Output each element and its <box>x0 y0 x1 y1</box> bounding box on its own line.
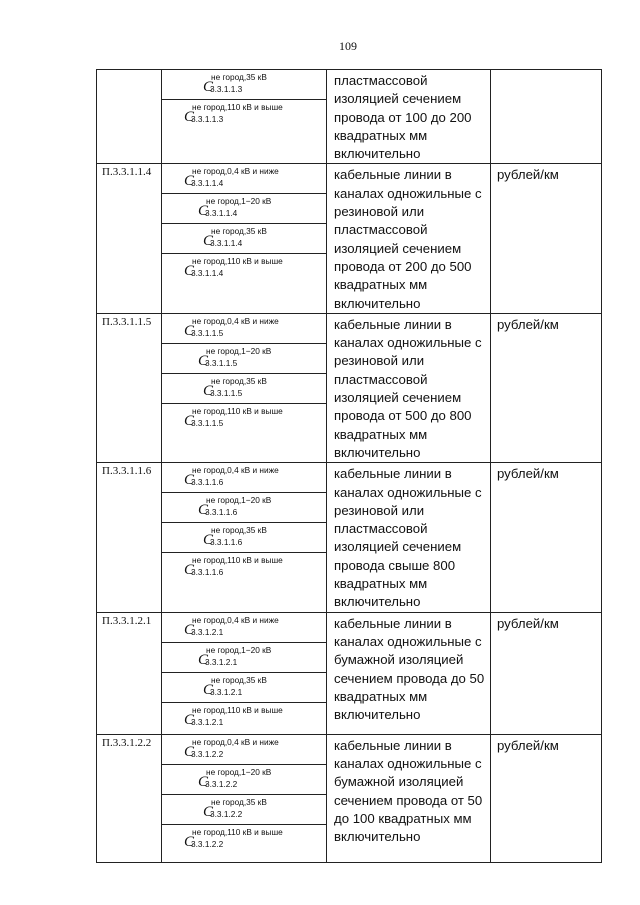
item-code: П.3.3.1.2.1 <box>102 614 152 627</box>
formula-subcell <box>162 703 326 733</box>
formula-subcell <box>162 404 326 434</box>
description-line: кабельные линии в <box>334 466 452 482</box>
description-line: кабельные линии в <box>334 737 452 753</box>
description-line: каналах одножильные с <box>334 185 482 201</box>
formula-superscript: не город,110 кВ и выше <box>192 256 283 267</box>
formula-superscript: не город,35 кВ <box>211 226 267 237</box>
description-line: кабельные линии в <box>334 167 452 183</box>
rate-symbol: C <box>198 203 209 220</box>
unit-label: рублей/км <box>497 615 559 631</box>
description-line: резиновой или <box>334 502 425 518</box>
item-code: П.3.3.1.2.2 <box>102 736 152 749</box>
unit-cell <box>491 612 602 734</box>
formula-cell <box>162 463 327 612</box>
rate-symbol: C <box>184 743 195 760</box>
formula-cell <box>162 164 327 313</box>
item-code-cell <box>97 612 162 734</box>
rate-formula <box>184 102 283 125</box>
formula-cell <box>162 734 327 862</box>
formula-subscript: 3.3.1.2.2 <box>191 838 224 849</box>
formula-subscript: 3.3.1.1.6 <box>191 567 224 578</box>
description-line: каналах одножильные с <box>334 633 482 649</box>
item-code: П.3.3.1.1.4 <box>102 166 152 179</box>
table-row <box>97 612 602 734</box>
description-line: включительно <box>334 829 421 845</box>
rate-symbol: C <box>184 173 195 190</box>
formula-superscript: не город,0,4 кВ и ниже <box>192 315 279 326</box>
formula-superscript: не город,35 кВ <box>211 525 267 536</box>
description-cell <box>327 313 491 462</box>
description-line: каналах одножильные с <box>334 335 482 351</box>
description-line: включительно <box>334 707 421 723</box>
formula-subcell <box>162 463 326 493</box>
rate-symbol: C <box>198 502 209 519</box>
rate-formula <box>184 465 279 489</box>
formula-cell <box>162 612 327 734</box>
formula-subcell <box>162 673 326 703</box>
formula-subscript: 3.3.1.1.5 <box>210 387 243 398</box>
rate-symbol: C <box>184 711 195 728</box>
description-line: пластмассовой <box>334 73 428 88</box>
unit-cell <box>491 313 602 462</box>
rate-symbol: C <box>184 412 195 429</box>
description-line: включительно <box>334 444 421 460</box>
formula-subcell <box>162 100 326 130</box>
item-code: П.3.3.1.1.5 <box>102 315 152 328</box>
item-code-cell <box>97 164 162 313</box>
rate-symbol: C <box>203 79 214 95</box>
formula-subscript: 3.3.1.1.6 <box>210 537 243 548</box>
formula-subscript: 3.3.1.2.1 <box>191 716 224 727</box>
unit-label: рублей/км <box>497 737 559 753</box>
formula-subscript: 3.3.1.1.3 <box>191 114 224 124</box>
rate-symbol: C <box>184 472 195 489</box>
rate-formula <box>203 226 267 250</box>
unit-cell <box>491 734 602 862</box>
description-line: включительно <box>334 594 421 610</box>
formula-subscript: 3.3.1.1.5 <box>205 357 238 368</box>
item-code-cell <box>97 734 162 862</box>
formula-subcell <box>162 825 326 855</box>
formula-subscript: 3.3.1.1.4 <box>191 178 224 189</box>
rate-formula <box>198 644 272 668</box>
page-number: 109 <box>339 39 357 53</box>
formula-superscript: не город,110 кВ и выше <box>192 102 283 112</box>
rate-formula <box>184 256 283 280</box>
unit-label <box>491 70 601 72</box>
formula-subscript: 3.3.1.2.1 <box>210 686 243 697</box>
formula-subscript: 3.3.1.2.2 <box>191 748 224 759</box>
description-line: изоляцией сечением <box>334 240 462 256</box>
item-code-cell <box>97 70 162 164</box>
rate-formula <box>203 674 267 698</box>
description-line: квадратных мм <box>334 127 428 143</box>
formula-superscript: не город,110 кВ и выше <box>192 405 283 416</box>
description-line: пластмассовой <box>334 222 428 238</box>
formula-subscript: 3.3.1.2.1 <box>191 626 224 637</box>
formula-subscript: 3.3.1.1.6 <box>191 477 224 488</box>
rate-symbol: C <box>184 833 195 850</box>
rate-formula <box>184 166 279 190</box>
description-line: резиновой или <box>334 204 425 220</box>
rate-symbol: C <box>184 621 195 638</box>
description-line: каналах одножильные с <box>334 484 482 500</box>
description-cell <box>327 463 491 612</box>
rate-symbol: C <box>203 803 214 820</box>
unit-cell <box>491 164 602 313</box>
description-line: пластмассовой <box>334 371 428 387</box>
formula-subscript: 3.3.1.2.1 <box>205 656 238 667</box>
formula-superscript: не город,0,4 кВ и ниже <box>192 465 279 476</box>
rate-formula <box>198 766 272 790</box>
table-row <box>97 70 602 164</box>
item-code-cell <box>97 313 162 462</box>
description-cell <box>327 734 491 862</box>
formula-subscript: 3.3.1.2.2 <box>205 778 238 789</box>
description-line: включительно <box>334 295 421 311</box>
description-line: сечением провода до 50 <box>334 670 485 686</box>
formula-subcell <box>162 735 326 765</box>
rate-formula <box>184 555 283 579</box>
formula-subscript: 3.3.1.1.3 <box>210 84 243 94</box>
description-line: каналах одножильные с <box>334 755 482 771</box>
rate-symbol: C <box>184 263 195 280</box>
description-line: изоляцией сечением <box>334 539 462 555</box>
description-line: квадратных мм <box>334 576 428 592</box>
table-row <box>97 734 602 862</box>
formula-subcell <box>162 164 326 194</box>
rate-formula <box>184 826 283 850</box>
formula-superscript: не город,0,4 кВ и ниже <box>192 614 279 625</box>
formula-superscript: не город,1−20 кВ <box>206 495 272 506</box>
formula-superscript: не город,1−20 кВ <box>206 196 272 207</box>
item-code <box>97 70 161 72</box>
formula-subscript: 3.3.1.1.5 <box>191 417 224 428</box>
description-line: пластмассовой <box>334 521 428 537</box>
formula-cell <box>162 70 327 164</box>
description-line: квадратных мм <box>334 426 428 442</box>
rate-formula <box>184 405 283 429</box>
formula-superscript: не город,35 кВ <box>211 375 267 386</box>
rate-formula <box>203 72 267 95</box>
formula-subcell <box>162 765 326 795</box>
item-code: П.3.3.1.1.6 <box>102 465 152 478</box>
formula-subscript: 3.3.1.1.5 <box>191 327 224 338</box>
description-line: провода от 100 до 200 <box>334 109 472 125</box>
formula-superscript: не город,1−20 кВ <box>206 345 272 356</box>
description-line: бумажной изоляцией <box>334 652 464 668</box>
formula-subcell <box>162 374 326 404</box>
rate-symbol: C <box>203 681 214 698</box>
description-line: провода от 200 до 500 <box>334 258 472 274</box>
formula-superscript: не город,0,4 кВ и ниже <box>192 166 279 177</box>
formula-subcell <box>162 643 326 673</box>
description-line: провода свыше 800 <box>334 557 456 573</box>
formula-superscript: не город,35 кВ <box>211 72 267 82</box>
table-row <box>97 164 602 313</box>
description-line: резиновой или <box>334 353 425 369</box>
tariff-table <box>96 69 602 863</box>
rate-formula <box>184 736 279 760</box>
formula-subscript: 3.3.1.1.4 <box>205 208 238 219</box>
formula-superscript: не город,110 кВ и выше <box>192 555 283 566</box>
formula-superscript: не город,1−20 кВ <box>206 766 272 777</box>
description-cell <box>327 164 491 313</box>
description-line: кабельные линии в <box>334 615 452 631</box>
unit-label: рублей/км <box>497 316 559 332</box>
rate-symbol: C <box>184 109 195 125</box>
rate-formula <box>198 345 272 369</box>
description-line: бумажной изоляцией <box>334 774 464 790</box>
formula-superscript: не город,1−20 кВ <box>206 644 272 655</box>
table-row <box>97 463 602 612</box>
rate-formula <box>203 375 267 399</box>
rate-symbol: C <box>203 233 214 250</box>
rate-symbol: C <box>198 773 209 790</box>
description-line: изоляцией сечением <box>334 91 462 107</box>
description-line: изоляцией сечением <box>334 390 462 406</box>
unit-label: рублей/км <box>497 167 559 183</box>
rate-symbol: C <box>198 651 209 668</box>
rate-symbol: C <box>203 382 214 399</box>
rate-formula <box>184 614 279 638</box>
description-line: кабельные линии в <box>334 316 452 332</box>
formula-superscript: не город,35 кВ <box>211 674 267 685</box>
formula-subcell <box>162 314 326 344</box>
rate-symbol: C <box>184 322 195 339</box>
formula-subcell <box>162 553 326 583</box>
unit-cell <box>491 463 602 612</box>
formula-subcell <box>162 523 326 553</box>
description-cell <box>327 70 491 164</box>
formula-subscript: 3.3.1.1.4 <box>210 238 243 249</box>
formula-superscript: не город,0,4 кВ и ниже <box>192 736 279 747</box>
rate-formula <box>203 525 267 549</box>
unit-label: рублей/км <box>497 466 559 482</box>
formula-subscript: 3.3.1.1.4 <box>191 268 224 279</box>
description-line: провода от 500 до 800 <box>334 408 472 424</box>
rate-formula <box>184 315 279 339</box>
formula-subcell <box>162 70 326 100</box>
formula-subcell <box>162 254 326 284</box>
formula-subscript: 3.3.1.1.6 <box>205 507 238 518</box>
formula-superscript: не город,110 кВ и выше <box>192 826 283 837</box>
table-row <box>97 313 602 462</box>
formula-subcell <box>162 795 326 825</box>
description-line: сечением провода от 50 <box>334 792 483 808</box>
formula-subcell <box>162 613 326 643</box>
rate-formula <box>198 495 272 519</box>
description-line: квадратных мм <box>334 277 428 293</box>
formula-superscript: не город,110 кВ и выше <box>192 704 283 715</box>
formula-superscript: не город,35 кВ <box>211 796 267 807</box>
formula-cell <box>162 313 327 462</box>
formula-subcell <box>162 224 326 254</box>
description-line: до 100 квадратных мм <box>334 810 472 826</box>
description-cell <box>327 612 491 734</box>
unit-cell <box>491 70 602 164</box>
rate-formula <box>184 704 283 728</box>
description-line: включительно <box>334 146 421 162</box>
rate-symbol: C <box>184 562 195 579</box>
rate-formula <box>203 796 267 820</box>
formula-subcell <box>162 194 326 224</box>
formula-subcell <box>162 493 326 523</box>
item-code-cell <box>97 463 162 612</box>
formula-subscript: 3.3.1.2.2 <box>210 808 243 819</box>
rate-symbol: C <box>203 532 214 549</box>
formula-subcell <box>162 344 326 374</box>
rate-symbol: C <box>198 352 209 369</box>
description-line: квадратных мм <box>334 688 428 704</box>
rate-formula <box>198 196 272 220</box>
